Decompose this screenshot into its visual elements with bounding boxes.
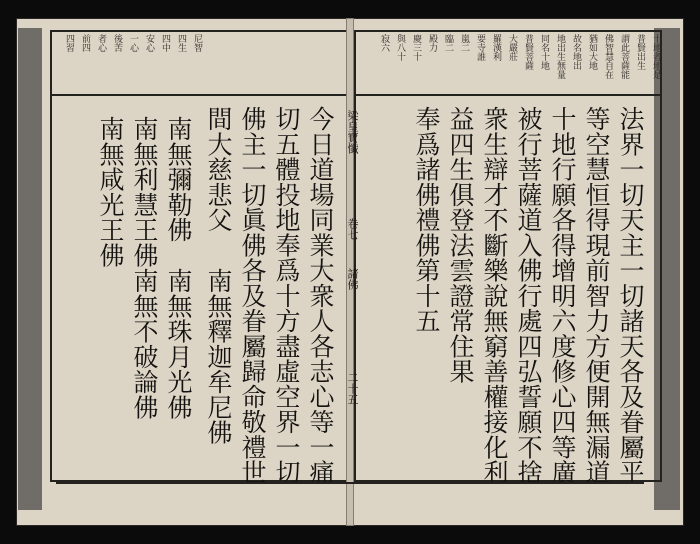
main-text-column: 被行菩薩道入佛行處四弘誓願不捨	[514, 106, 543, 485]
commentary-col: 安心	[144, 34, 154, 52]
main-text-column: 切五體投地奉爲十方盡虛空界一切	[272, 106, 301, 485]
main-text-column: 衆生辯才不斷樂說無窮善權接化利	[480, 106, 509, 485]
commentary-col: 臨二	[443, 34, 453, 52]
main-text-column: 佛主一切眞佛各及眷屬歸命敬禮世	[238, 106, 267, 485]
center-band-volume: 卷七	[346, 218, 359, 240]
commentary-col: 羅漢利	[491, 34, 501, 61]
commentary-col: 後苦	[112, 34, 122, 52]
commentary-col: 謂此菩薩能	[619, 34, 629, 79]
commentary-col: 嵐二	[459, 34, 469, 52]
commentary-col: 要寺誰	[475, 34, 485, 61]
center-band-page-number: 二十五	[346, 372, 359, 405]
commentary-col: 前四	[80, 34, 90, 52]
main-text-column: 間大慈悲父	[204, 106, 233, 233]
scanned-book-spread	[16, 18, 684, 526]
commentary-col: 一心	[128, 34, 138, 52]
commentary-col: 普賢菩薩	[523, 34, 533, 70]
left-page-frame	[50, 30, 350, 482]
main-text-column: 今日道場同業大衆人各志心等一痛	[306, 106, 335, 485]
buddha-name-column: 南無釋迦牟尼佛	[204, 268, 233, 445]
main-text-column: 十地行願各得增明六度修心四等廣	[548, 106, 577, 485]
buddha-name-column: 南無利慧王佛	[130, 116, 159, 268]
main-text-column: 益四生俱登法雲證常住果	[446, 106, 475, 384]
commentary-col: 四生	[176, 34, 186, 52]
commentary-col: 四習	[64, 34, 74, 52]
center-band-section: 諸佛	[346, 268, 359, 290]
buddha-name-column: 南無彌勒佛	[164, 116, 193, 243]
commentary-col: 普賢出生	[635, 34, 645, 70]
commentary-col: 猶如大地	[587, 34, 597, 70]
center-band-title: 梁皇寶懺	[346, 110, 359, 154]
commentary-col: 四中	[160, 34, 170, 52]
main-text-column: 奉爲諸佛禮佛第十五	[412, 106, 441, 334]
bottom-rule	[56, 482, 644, 512]
commentary-col: 大嚴莊	[507, 34, 517, 61]
commentary-col: 殿力	[427, 34, 437, 52]
buddha-name-column: 南無珠月光佛	[164, 268, 193, 420]
commentary-col: 尼智	[192, 34, 202, 52]
commentary-col: 同名十地	[539, 34, 549, 70]
commentary-col: 與八十	[395, 34, 405, 61]
left-edge-shadow	[18, 28, 42, 510]
commentary-col: 者心	[96, 34, 106, 52]
commentary-col: 慶三十	[411, 34, 421, 61]
buddha-name-column: 南無不破論佛	[130, 268, 159, 420]
commentary-col: 寂六	[379, 34, 389, 52]
commentary-col: 十地者地是	[651, 34, 661, 79]
commentary-col: 佛智慧自在	[603, 34, 613, 79]
main-text-column: 等空慧恒得現前智力方便開無漏道	[582, 106, 611, 485]
main-text-column: 法界一切天主一切諸天各及眷屬平	[616, 106, 645, 485]
buddha-name-column: 南無咸光王佛	[96, 116, 125, 268]
commentary-col: 地出生無量	[555, 34, 565, 79]
commentary-col: 故名地出	[571, 34, 581, 70]
